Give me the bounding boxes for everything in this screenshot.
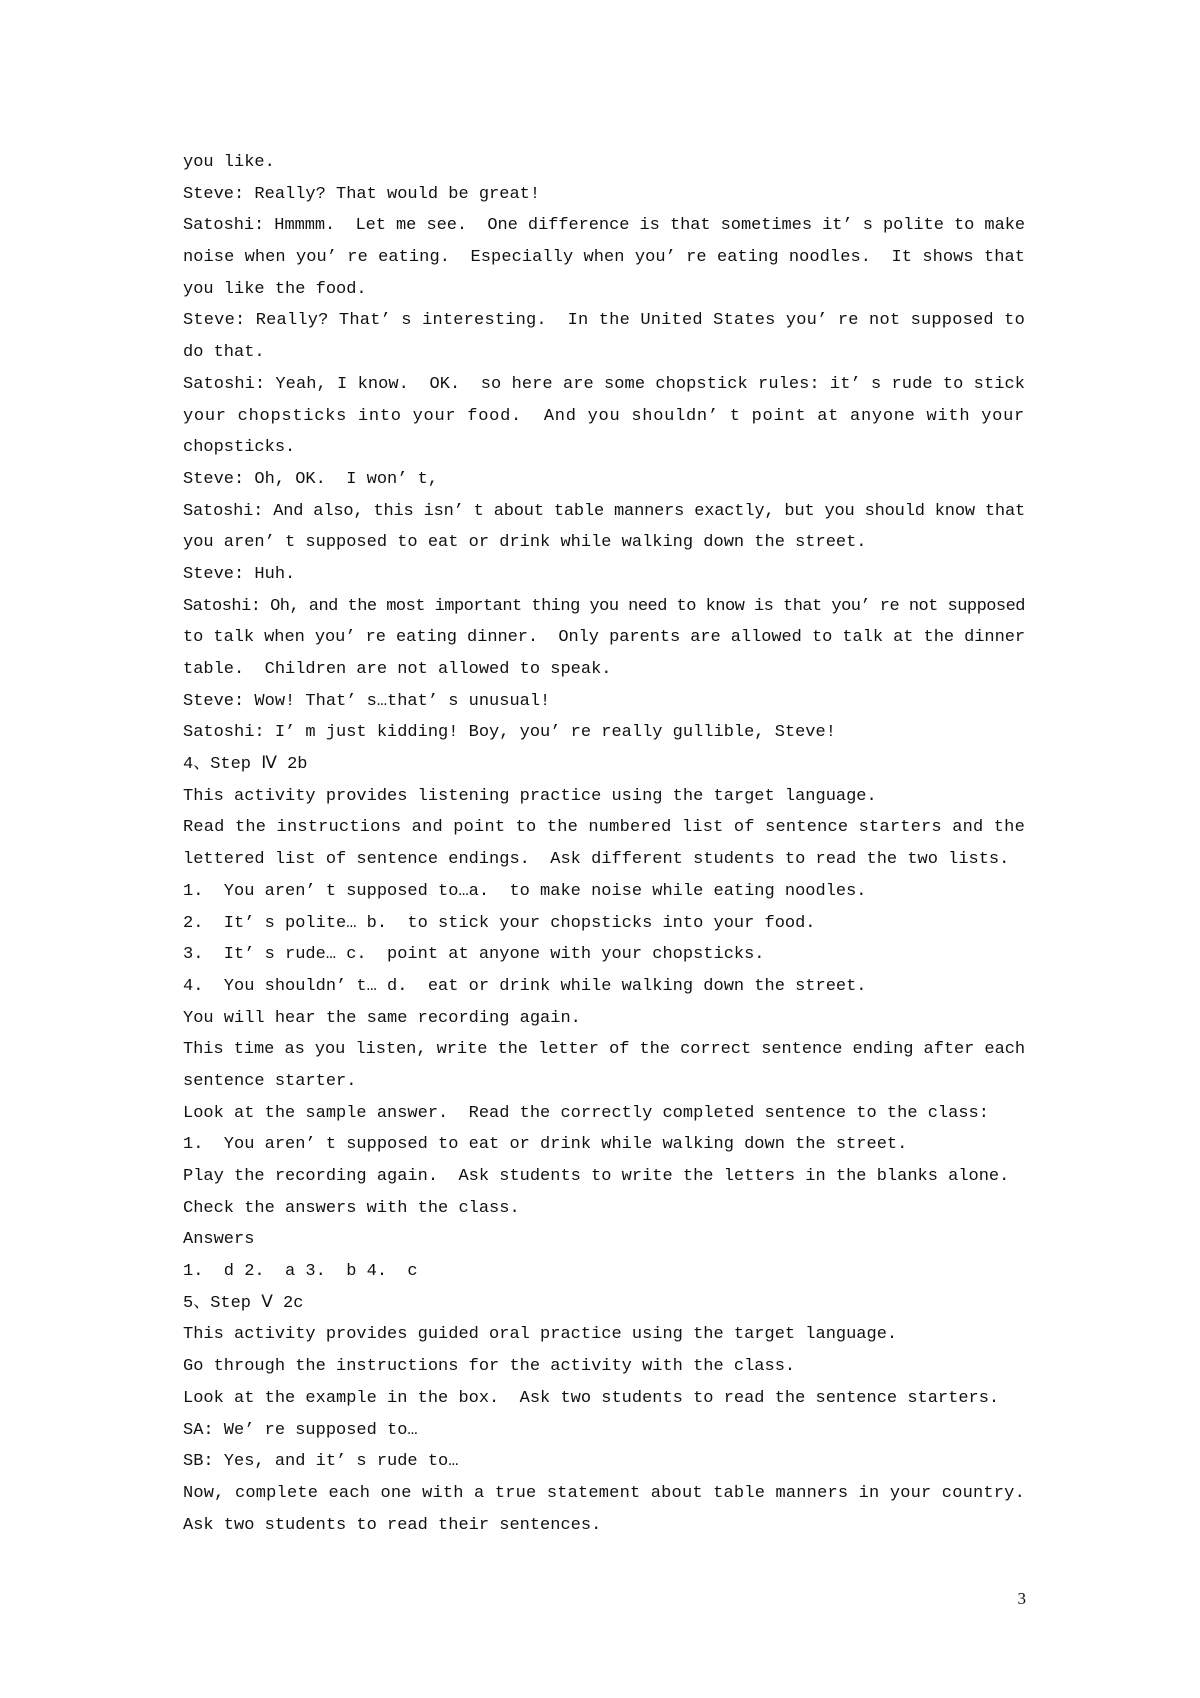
text-line-content: Check the answers with the class.	[183, 1198, 520, 1218]
paragraph	[183, 686, 1025, 718]
text-line	[183, 274, 1025, 306]
text-line-content: Steve: Wow! That’ s…that’ s unusual!	[183, 691, 551, 711]
text-line-content: This activity provides guided oral practice using the target language.	[183, 1325, 898, 1345]
text-line-content: Satoshi: Oh, and the most important thing you need to know is that you’ re not supposed	[183, 596, 1025, 616]
paragraph	[183, 591, 1025, 686]
paragraph	[183, 1034, 1025, 1097]
paragraph	[183, 1383, 1025, 1415]
text-line	[183, 337, 1025, 369]
text-line-content: Go through the instructions for the activity with the class.	[183, 1357, 796, 1377]
text-line-content: Steve: Really? That’ s interesting. In the United States you’ re not supposed to	[183, 311, 1025, 331]
text-line-content: noise when you’ re eating. Especially when you’ re eating noodles. It shows that	[183, 248, 1026, 268]
text-line-content: Steve: Oh, OK. I won’ t,	[183, 469, 439, 489]
text-line-content: 4、Step Ⅳ 2b	[183, 755, 308, 775]
paragraph	[183, 1256, 1025, 1288]
text-line	[183, 939, 1025, 971]
text-line	[183, 781, 1025, 813]
paragraph	[183, 749, 1025, 781]
text-line-content: 1. You aren’ t supposed to…a. to make noise while eating noodles.	[183, 881, 867, 901]
paragraph	[183, 179, 1025, 211]
text-line	[183, 1446, 1025, 1478]
text-line	[183, 1224, 1025, 1256]
text-line	[183, 432, 1025, 464]
paragraph	[183, 305, 1025, 368]
text-line-content: This time as you listen, write the letter of the correct sentence ending after each	[183, 1040, 1026, 1060]
text-line-content: Satoshi: And also, this isn’ t about table manners exactly, but you should know that	[183, 501, 1025, 521]
text-line	[183, 1383, 1025, 1415]
text-line	[183, 464, 1025, 496]
paragraph	[183, 876, 1025, 908]
text-line	[183, 559, 1025, 591]
text-line-content: Answers	[183, 1230, 255, 1250]
paragraph	[183, 1415, 1025, 1447]
text-line	[183, 812, 1025, 844]
text-line	[183, 971, 1025, 1003]
text-line	[183, 749, 1025, 781]
paragraph	[183, 464, 1025, 496]
text-line-content: Play the recording again. Ask students to write the letters in the blanks alone.	[183, 1167, 1010, 1186]
text-line-content: This activity provides listening practice using the target language.	[183, 786, 877, 806]
text-line-content: 2. It’ s polite… b. to stick your chopsticks into your food.	[183, 913, 816, 933]
text-line	[183, 1351, 1025, 1383]
text-line	[183, 242, 1025, 274]
text-line-content: You will hear the same recording again.	[183, 1008, 581, 1028]
text-line	[183, 1256, 1025, 1288]
text-line	[183, 1193, 1025, 1225]
text-line	[183, 1415, 1025, 1447]
text-line-content: Satoshi: Hmmmm. Let me see. One difference is that sometimes it’ s polite to make	[183, 216, 1026, 236]
paragraph	[183, 1098, 1025, 1130]
text-line	[183, 1066, 1025, 1098]
text-line	[183, 210, 1025, 242]
text-line	[183, 686, 1025, 718]
text-line	[183, 401, 1025, 433]
text-line-content: chopsticks.	[183, 438, 296, 458]
text-line-content: Satoshi: I’ m just kidding! Boy, you’ re really gullible, Steve!	[183, 723, 836, 743]
paragraph	[183, 1003, 1025, 1035]
text-line-content: SB: Yes, and it’ s rude to…	[183, 1452, 459, 1472]
document-body	[183, 147, 1025, 1541]
text-line-content: 3. It’ s rude… c. point at anyone with your chopsticks.	[183, 945, 765, 965]
paragraph	[183, 369, 1025, 464]
text-line	[183, 1034, 1025, 1066]
paragraph	[183, 496, 1025, 559]
page-number: 3	[1017, 1589, 1026, 1608]
text-line	[183, 591, 1025, 623]
text-line	[183, 1129, 1025, 1161]
text-line-content: Ask two students to read their sentences.	[183, 1515, 602, 1535]
text-line	[183, 1288, 1025, 1320]
text-line-content: SA: We’ re supposed to…	[183, 1420, 418, 1440]
text-line	[183, 1510, 1025, 1542]
paragraph	[183, 147, 1025, 179]
text-line-content: table. Children are not allowed to speak.	[183, 660, 612, 679]
text-line	[183, 147, 1025, 179]
paragraph	[183, 1478, 1025, 1541]
text-line-content: Read the instructions and point to the numbered list of sentence starters and the	[183, 818, 1025, 838]
paragraph	[183, 812, 1025, 875]
text-line	[183, 717, 1025, 749]
text-line-content: you aren’ t supposed to eat or drink while walking down the street.	[183, 533, 867, 553]
text-line-content: Steve: Really? That would be great!	[183, 184, 541, 204]
text-line	[183, 908, 1025, 940]
paragraph	[183, 781, 1025, 813]
text-line-content: 1. d 2. a 3. b 4. c	[183, 1262, 418, 1282]
paragraph	[183, 559, 1025, 591]
text-line	[183, 1319, 1025, 1351]
paragraph	[183, 1161, 1025, 1193]
text-line	[183, 844, 1025, 876]
paragraph	[183, 717, 1025, 749]
text-line-content: 1. You aren’ t supposed to eat or drink while walking down the street.	[183, 1135, 908, 1155]
paragraph	[183, 1446, 1025, 1478]
text-line-content: to talk when you’ re eating dinner. Only parents are allowed to talk at the dinner	[183, 628, 1026, 648]
text-line-content: Satoshi: Yeah, I know. OK. so here are some chopstick rules: it’ s rude to stick	[183, 374, 1026, 394]
text-line-content: your chopsticks into your food. And you shouldn’ t point at anyone with your	[183, 406, 1025, 426]
text-line	[183, 305, 1025, 337]
text-line-content: 4. You shouldn’ t… d. eat or drink while walking down the street.	[183, 976, 867, 996]
text-line	[183, 654, 1025, 686]
paragraph	[183, 939, 1025, 971]
text-line-content: you like the food.	[183, 279, 367, 299]
text-line-content: lettered list of sentence endings. Ask different students to read the two lists.	[183, 850, 1010, 870]
text-line	[183, 622, 1025, 654]
text-line-content: Look at the example in the box. Ask two students to read the sentence starters.	[183, 1388, 1000, 1408]
text-line-content: Steve: Huh.	[183, 564, 296, 584]
paragraph	[183, 1288, 1025, 1320]
text-line-content: Look at the sample answer. Read the correctly completed sentence to the class:	[183, 1103, 989, 1123]
text-line	[183, 496, 1025, 528]
text-line	[183, 527, 1025, 559]
text-line-content: do that.	[183, 343, 265, 363]
text-line	[183, 179, 1025, 211]
text-line	[183, 1161, 1025, 1193]
paragraph	[183, 1224, 1025, 1256]
text-line	[183, 1098, 1025, 1130]
text-line-content: 5、Step Ⅴ 2c	[183, 1293, 304, 1313]
text-line-content: sentence starter.	[183, 1071, 357, 1091]
paragraph	[183, 971, 1025, 1003]
paragraph	[183, 1129, 1025, 1161]
paragraph	[183, 908, 1025, 940]
text-line-content: you like.	[183, 153, 275, 172]
text-line	[183, 1003, 1025, 1035]
text-line	[183, 1478, 1025, 1510]
text-line-content: Now, complete each one with a true statement about table manners in your country.	[183, 1483, 1025, 1503]
paragraph	[183, 210, 1025, 305]
paragraph	[183, 1193, 1025, 1225]
paragraph	[183, 1351, 1025, 1383]
text-line	[183, 369, 1025, 401]
text-line	[183, 876, 1025, 908]
paragraph	[183, 1319, 1025, 1351]
